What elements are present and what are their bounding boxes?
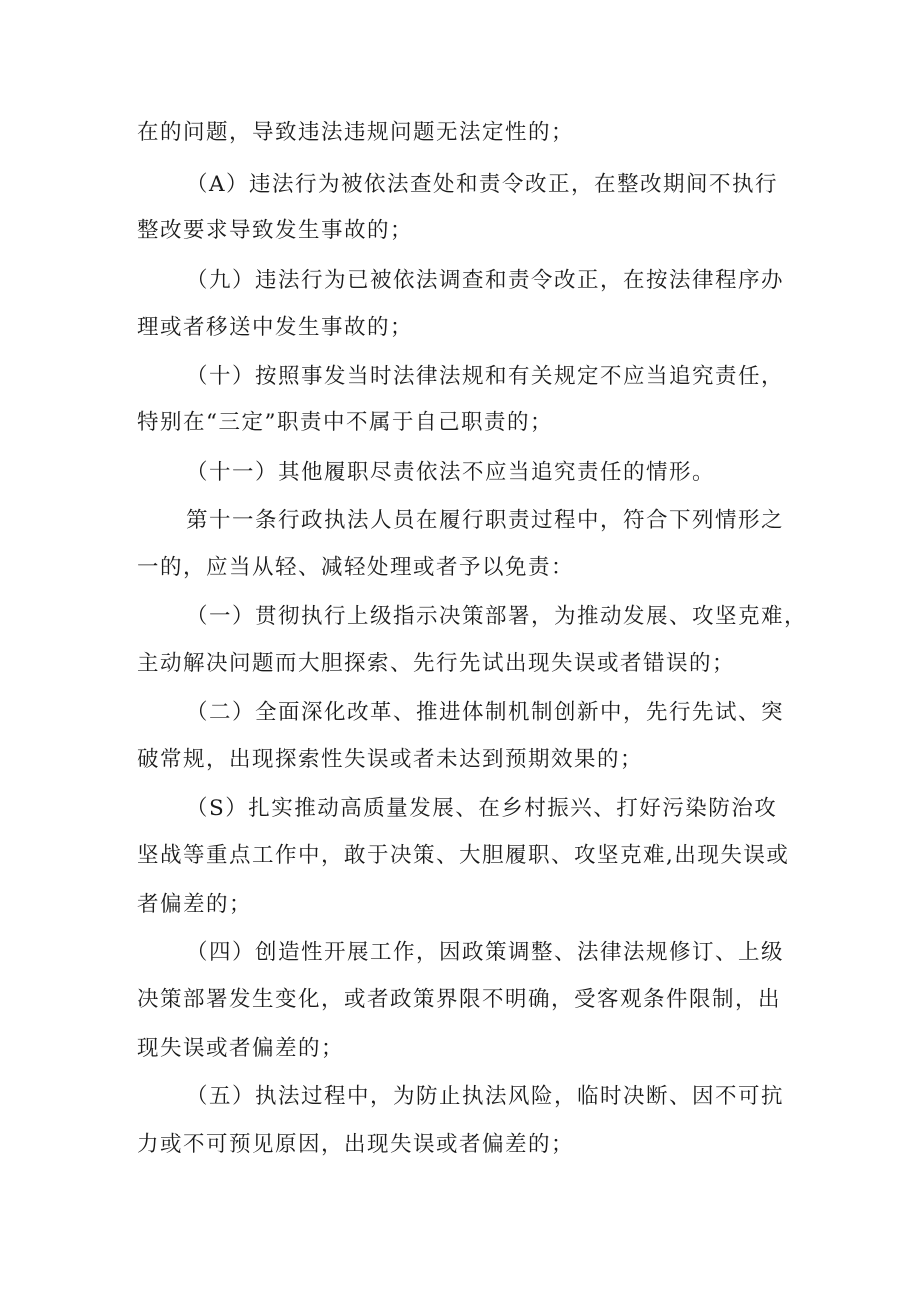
text-line: 主动解决问题而大胆探索、先行先试出现失误或者错误的； (137, 651, 736, 676)
text-line: （A）违法行为被依法查处和责令改正，在整改期间不执行 (186, 172, 779, 197)
text-line: 理或者移送中发生事故的； (137, 315, 414, 340)
text-line: （十）按照事发当时法律法规和有关规定不应当追究责任， (186, 364, 785, 389)
text-line: 整改要求导致发生事故的； (137, 218, 414, 243)
text-line: 决策部署发生变化，或者政策界限不明确，受客观条件限制，出 (137, 987, 782, 1012)
text-line: （一）贯彻执行上级指示决策部署，为推动发展、攻坚克难， (186, 604, 808, 629)
text-line: （四）创造性开展工作，因政策调整、法律法规修订、上级 (186, 940, 785, 965)
text-line: （九）违法行为已被依法调查和责令改正，在按法律程序办 (186, 268, 785, 293)
text-line: 特别在“三定”职责中不属于自己职责的； (137, 410, 553, 435)
text-line: 破常规，出现探索性失误或者未达到预期效果的； (137, 747, 644, 772)
text-line: 者偏差的； (137, 892, 253, 917)
text-line: 一的，应当从轻、减轻处理或者予以免责： (137, 555, 575, 580)
text-line: 现失误或者偏差的； (137, 1036, 345, 1061)
text-line: （S）扎实推动高质量发展、在乡村振兴、打好污染防治攻 (186, 796, 778, 821)
text-line: （五）执法过程中，为防止执法风险，临时决断、因不可抗 (186, 1084, 785, 1109)
text-line: 第十一条行政执法人员在履行职责过程中，符合下列情形之 (186, 508, 785, 533)
text-line: 坚战等重点工作中，敢于决策、大胆履职、攻坚克难,出现失误或 (137, 843, 790, 868)
text-line: （十一）其他履职尽责依法不应当追究责任的情形。 (186, 460, 716, 485)
text-line: 在的问题，导致违法违规问题无法定性的； (137, 120, 575, 145)
text-line: 力或不可预见原因，出现失误或者偏差的； (137, 1132, 575, 1157)
text-line: （二）全面深化改革、推进体制机制创新中，先行先试、突 (186, 700, 785, 725)
